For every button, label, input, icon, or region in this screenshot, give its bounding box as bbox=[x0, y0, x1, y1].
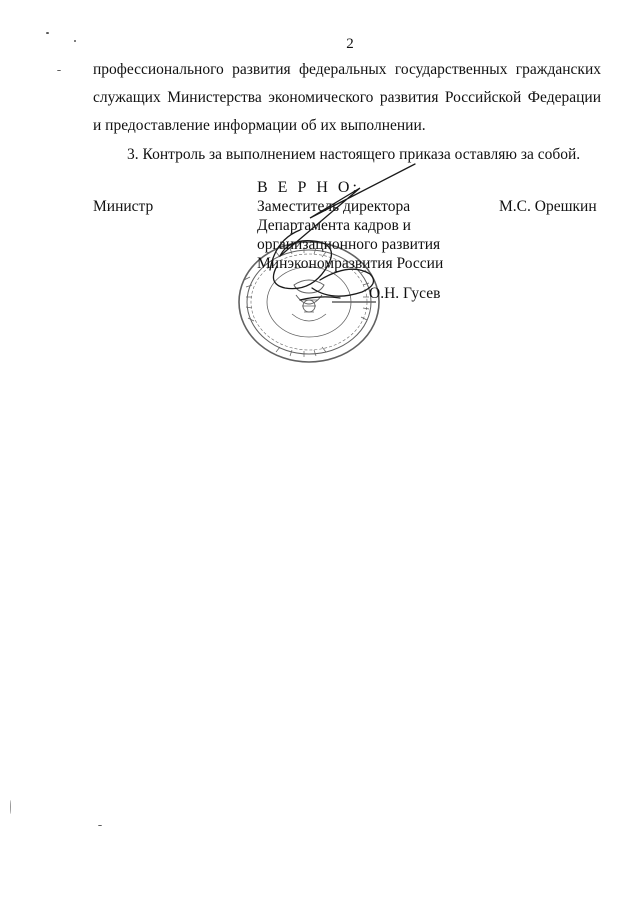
paragraph-line: профессионального развития федеральных государственных гражданских bbox=[93, 61, 601, 78]
certification-line: организационного развития bbox=[257, 236, 441, 253]
scan-speck bbox=[10, 800, 11, 814]
page-number: 2 bbox=[346, 36, 354, 52]
scan-speck bbox=[98, 825, 102, 826]
certification-name: О.Н. Гусев bbox=[369, 285, 441, 302]
item-3: 3. Контроль за выполнением настоящего приказа оставляю за собой. bbox=[127, 146, 581, 163]
certification-heading: В Е Р Н О: bbox=[257, 179, 360, 196]
handwritten-signature-icon bbox=[250, 160, 420, 360]
paragraph-line: служащих Министерства экономического развития Российской Федерации bbox=[93, 89, 601, 106]
signatory-position: Министр bbox=[93, 198, 154, 215]
signatory-name: М.С. Орешкин bbox=[499, 198, 597, 215]
certification-line: Заместитель директора bbox=[257, 198, 411, 215]
paragraph-line: и предоставление информации об их выполнении. bbox=[93, 117, 426, 134]
certification-line: Минэкономразвития России bbox=[257, 255, 444, 272]
scan-speck bbox=[46, 32, 49, 34]
scan-speck bbox=[57, 70, 61, 71]
paragraph-continuation bbox=[93, 56, 601, 140]
certification-line: Департамента кадров и bbox=[257, 217, 411, 234]
